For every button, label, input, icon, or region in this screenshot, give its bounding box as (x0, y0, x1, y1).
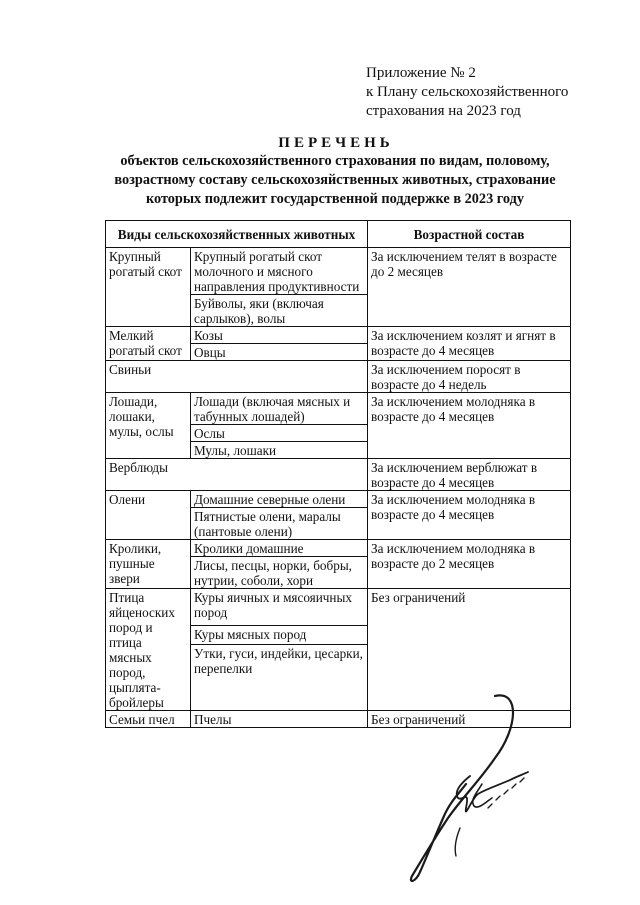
animal-item: Пятнистые олени, маралы (пантовые олени) (191, 508, 368, 540)
age-condition: За исключением молодняка в возрасте до 4 месяцев (368, 491, 571, 540)
animal-item: Овцы (191, 344, 368, 361)
age-condition: Без ограничений (368, 589, 571, 711)
animal-item: Лошади (включая мясных и табунных лошадей) (191, 393, 368, 425)
animal-item: Куры мясных пород (191, 625, 368, 644)
table-row (106, 361, 571, 393)
subtitle-line: возрастному составу сельскохозяйственных животных, страхование (114, 172, 556, 188)
animal-item: Крупный рогатый скот молочного и мясного направления продуктивности (191, 248, 368, 295)
age-condition: За исключением козлят и ягнят в возрасте до 4 месяцев (368, 327, 571, 361)
table-row (106, 491, 571, 508)
header-age: Возрастной состав (368, 221, 571, 248)
handwritten-signature (400, 688, 540, 888)
table-row (106, 589, 571, 626)
header-animals: Виды сельскохозяйственных животных (106, 221, 368, 248)
age-condition: Без ограничений (368, 711, 571, 728)
animal-item: Утки, гуси, индейки, цесарки, перепелки (191, 645, 368, 711)
table-row (106, 248, 571, 295)
group-name: Свиньи (106, 361, 368, 393)
group-name: Лошади, лошаки, мулы, ослы (106, 393, 191, 459)
age-condition: За исключением поросят в возрасте до 4 недель (368, 361, 571, 393)
appendix-line: страхования на 2023 год (366, 103, 521, 119)
appendix-note (366, 64, 568, 121)
group-name: Кролики, пушные звери (106, 540, 191, 589)
subtitle-line: объектов сельскохозяйственного страхования по видам, половому, (120, 153, 550, 169)
animal-item: Куры яичных и мясояичных пород (191, 589, 368, 626)
subtitle-line: которых подлежит государственной поддержке в 2023 году (145, 191, 525, 207)
group-name: Олени (106, 491, 191, 540)
animal-item: Буйволы, яки (включая сарлыков), волы (191, 295, 368, 327)
group-name: Крупный рогатый скот (106, 248, 191, 327)
group-name: Семьи пчел (106, 711, 191, 728)
table-row (106, 459, 571, 491)
appendix-line: Приложение № 2 (366, 65, 476, 81)
age-condition: За исключением молодняка в возрасте до 2 месяцев (368, 540, 571, 589)
age-condition: За исключением молодняка в возрасте до 4 месяцев (368, 393, 571, 459)
animal-item: Мулы, лошаки (191, 442, 368, 459)
age-condition: За исключением телят в возрасте до 2 месяцев (368, 248, 571, 327)
animal-item: Козы (191, 327, 368, 344)
table-row (106, 540, 571, 557)
table-row (106, 393, 571, 425)
group-name: Верблюды (106, 459, 368, 491)
group-name: Птица яйценоских пород и птица мясных пород, цыплята-бройлеры (106, 589, 191, 711)
table-header-row (106, 221, 571, 248)
document-title: ПЕРЕЧЕНЬ (278, 135, 394, 151)
animal-item: Ослы (191, 425, 368, 442)
animal-item: Кролики домашние (191, 540, 368, 557)
animal-item: Лисы, песцы, норки, бобры, нутрии, соболи, хори (191, 557, 368, 589)
group-name: Мелкий рогатый скот (106, 327, 191, 361)
age-condition: За исключением верблюжат в возрасте до 4 месяцев (368, 459, 571, 491)
animal-item: Пчелы (191, 711, 368, 728)
animal-item: Домашние северные олени (191, 491, 368, 508)
document-subtitle (80, 152, 590, 209)
insurance-objects-table (105, 220, 571, 728)
appendix-line: к Плану сельскохозяйственного (366, 84, 569, 100)
table-row (106, 327, 571, 344)
